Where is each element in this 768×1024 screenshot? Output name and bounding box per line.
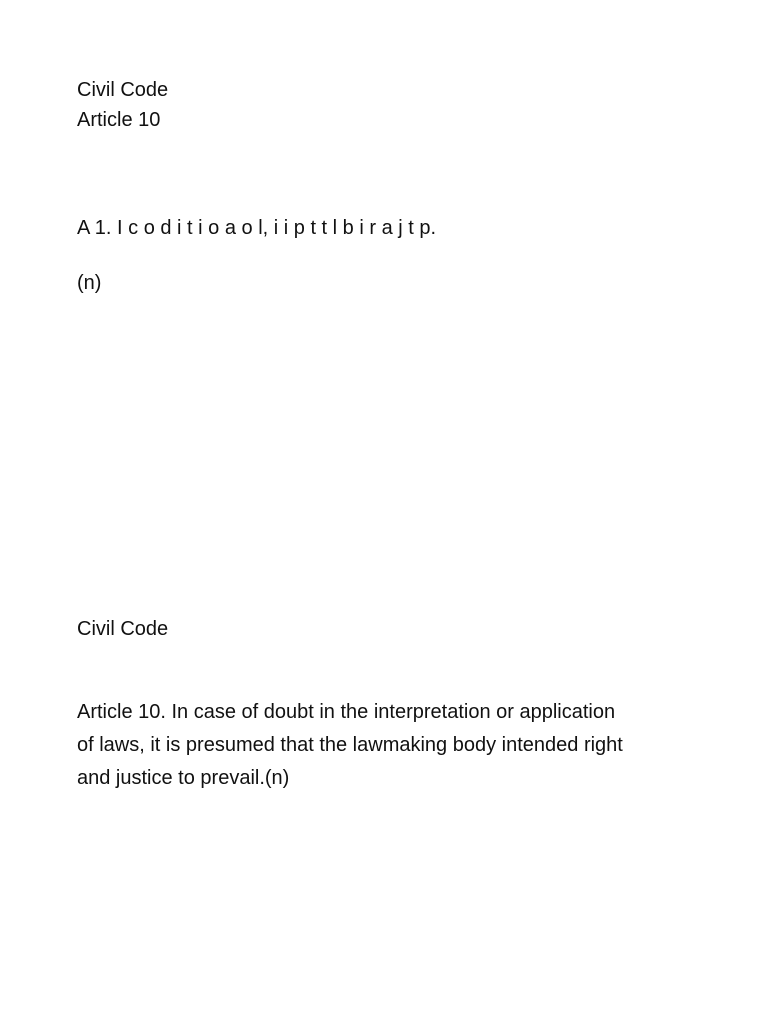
- article-line: Article 10. In case of doubt in the interpretation or application: [77, 701, 616, 723]
- article-line: and justice to prevail.(n): [77, 767, 290, 789]
- section2-article-text: [77, 696, 697, 795]
- section1-title-line2: Article 10: [77, 109, 161, 131]
- section1-note: (n): [77, 272, 102, 294]
- section1-abbreviated-text: A 1. I c o d i t i o a o l, i i p t t l b i r a j t p.: [77, 217, 437, 239]
- section2-title: Civil Code: [77, 618, 169, 640]
- article-line: of laws, it is presumed that the lawmaking body intended right: [77, 734, 623, 756]
- section1-title-line1: Civil Code: [77, 79, 169, 101]
